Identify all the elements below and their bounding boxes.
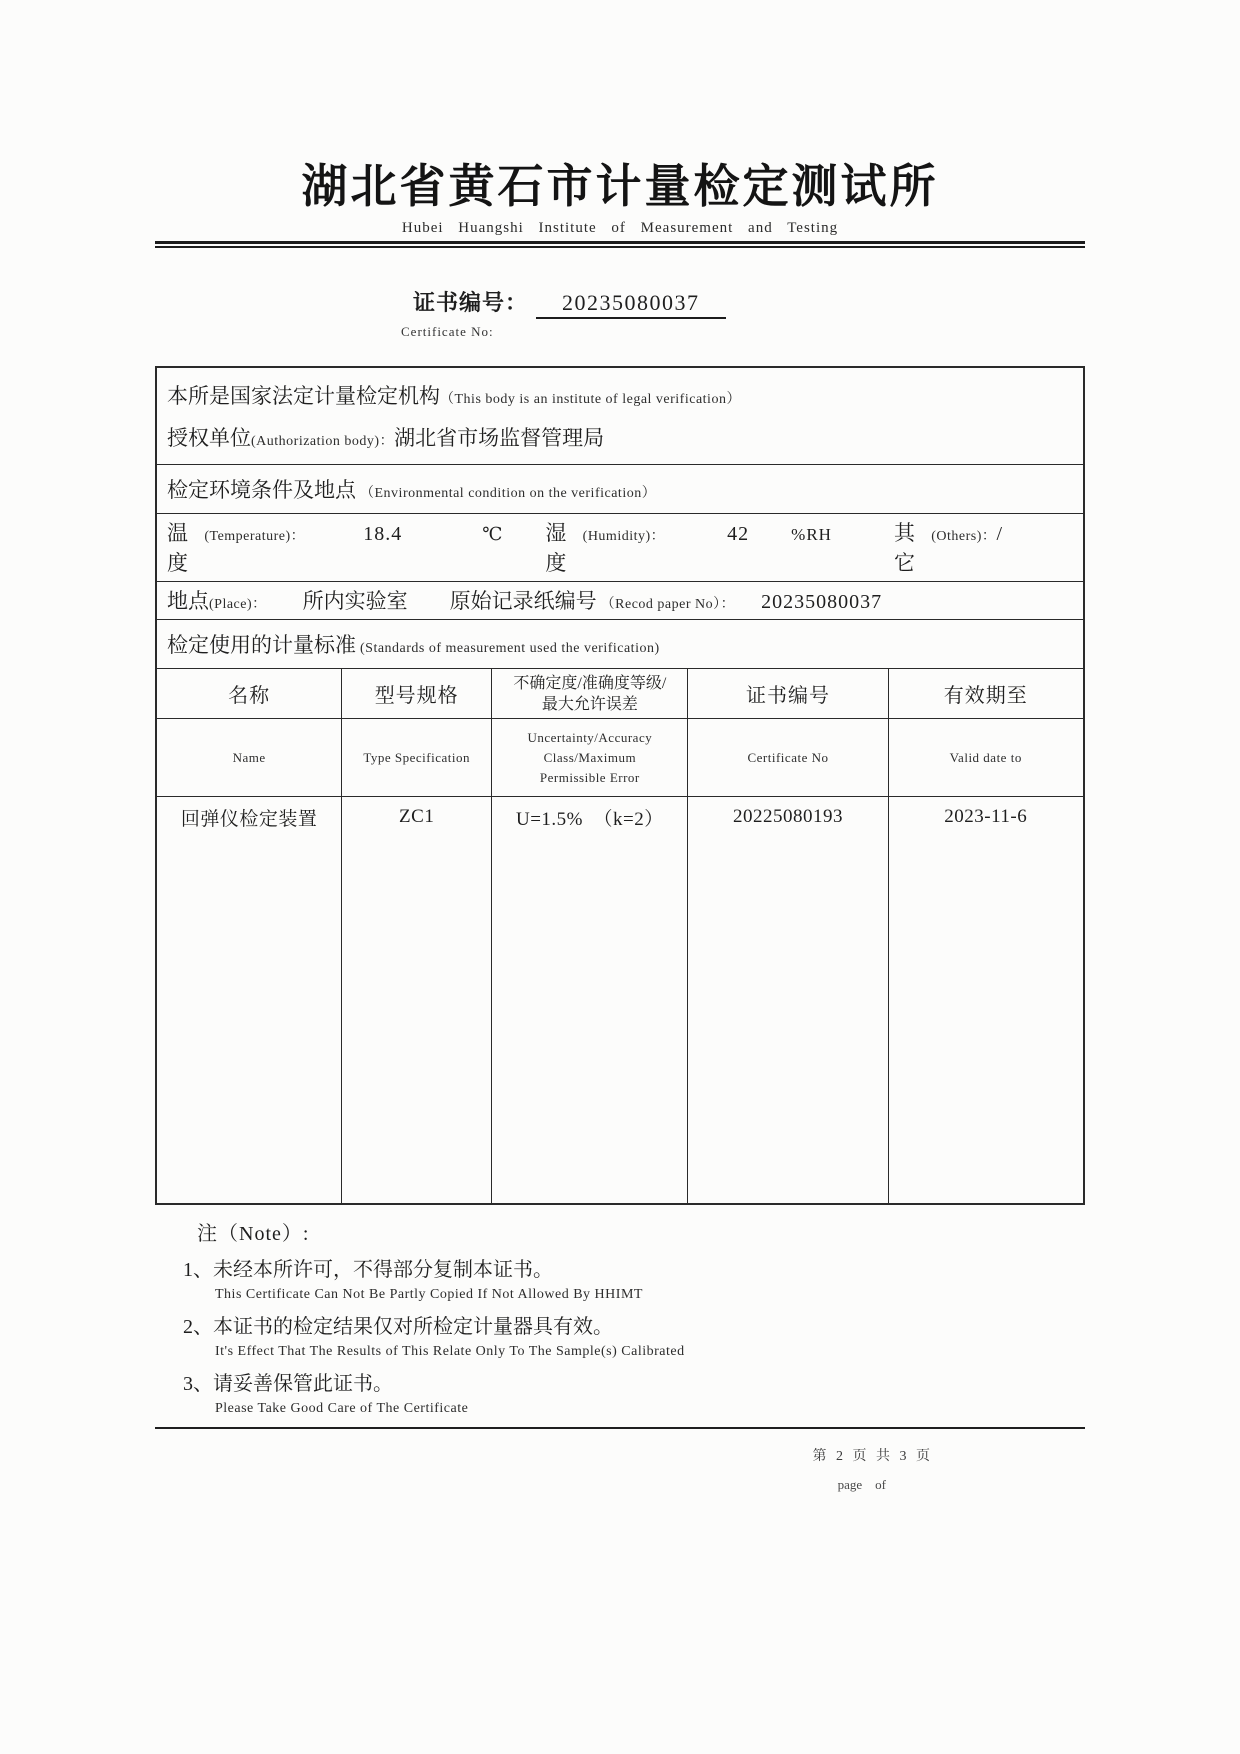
table-header-uncertainty-en-line3: Permissible Error [539, 769, 640, 785]
authorization-line [167, 416, 1073, 458]
note-2-cn: 2、本证书的检定结果仅对所检定计量器具有效。 [183, 1316, 613, 1338]
table-empty-col4 [688, 837, 888, 1203]
humidity-label-cn: 湿度 [545, 521, 567, 575]
table-header-name-en: Name [157, 719, 342, 797]
record-paper-label-en: （Recod paper No）： [600, 597, 736, 612]
info-box [155, 366, 1085, 1205]
table-header-uncertainty-en [492, 719, 688, 797]
table-header-uncertainty-cn [492, 669, 688, 719]
table-empty-col3 [492, 837, 688, 1203]
temperature-label-cn: 温度 [167, 521, 188, 575]
place-record-row [157, 582, 1083, 620]
environment-label-cn: 检定环境条件及地点 [167, 478, 356, 502]
place-label-en: (Place)： [209, 597, 267, 612]
authorization-label-en: (Authorization body)： [251, 434, 395, 449]
temperature-humidity-row [157, 514, 1083, 582]
table-cell-certno: 20225080193 [688, 797, 888, 837]
certificate-number-row [155, 286, 1085, 319]
temperature-value: 18.4 [363, 523, 403, 545]
standards-caption-row [157, 620, 1083, 669]
table-header-certno-en: Certificate No [688, 719, 888, 797]
page-footer [155, 1445, 1085, 1493]
note-1-en: This Certificate Can Not Be Partly Copied If Not Allowed By HHIMT [215, 1287, 643, 1302]
record-paper-value: 20235080037 [761, 591, 883, 613]
table-header-name-cn: 名称 [157, 669, 342, 719]
place-label-cn: 地点 [167, 589, 209, 613]
standards-table [157, 669, 1083, 1203]
table-header-type-en: Type Specification [342, 719, 492, 797]
table-empty-col2 [342, 837, 492, 1203]
others-label-en: (Others)： [931, 529, 997, 544]
institute-authorization-row [157, 368, 1083, 465]
institute-line [167, 374, 1073, 416]
environment-row [157, 465, 1083, 514]
note-3-cn: 3、请妥善保管此证书。 [183, 1373, 393, 1395]
table-cell-validdate: 2023-11-6 [944, 806, 1028, 827]
table-header-uncertainty-cn-line1: 不确定度/准确度等级/ [513, 674, 667, 692]
humidity-label-en: (Humidity)： [582, 529, 666, 544]
standards-caption-cn: 检定使用的计量标准 [167, 633, 356, 657]
note-3-en: Please Take Good Care of The Certificate [215, 1401, 469, 1416]
table-header-validdate-cn: 有效期至 [889, 669, 1083, 719]
institute-statement-cn: 本所是国家法定计量检定机构 [167, 384, 440, 408]
others-value: / [996, 523, 1003, 545]
notes-section [155, 1217, 1085, 1417]
table-header-uncertainty-en-line2: Class/Maximum [543, 749, 637, 765]
page-number-en: page of [837, 1477, 886, 1492]
record-paper-label-cn: 原始记录纸编号 [449, 589, 597, 613]
table-empty-col1 [157, 837, 342, 1203]
standards-caption-en: (Standards of measurement used the verification) [360, 641, 660, 656]
table-header-type-cn: 型号规格 [342, 669, 492, 719]
header-double-rule [155, 241, 1085, 248]
humidity-unit: %RH [791, 525, 832, 544]
place-value: 所内实验室 [302, 589, 408, 613]
humidity-value: 42 [727, 523, 750, 545]
document-content [155, 0, 1085, 1493]
others-label-cn: 其它 [893, 521, 915, 575]
authorization-value: 湖北省市场监督管理局 [394, 426, 605, 450]
table-cell-name: 回弹仪检定装置 [157, 797, 342, 837]
table-cell-uncertainty: U=1.5% （k=2） [492, 797, 688, 837]
table-empty-col5 [889, 837, 1083, 1203]
note-2-en: It's Effect That The Results of This Relate Only To The Sample(s) Calibrated [215, 1344, 685, 1359]
temperature-unit: ℃ [482, 524, 504, 544]
institute-statement-en: （This body is an institute of legal verification） [440, 392, 741, 407]
institute-title-cn: 湖北省黄石市计量检定测试所 [301, 161, 939, 212]
notes-title: 注（Note）: [197, 1223, 310, 1245]
bottom-rule [155, 1427, 1085, 1429]
table-header-certno-cn: 证书编号 [688, 669, 888, 719]
note-1-cn: 1、未经本所许可，不得部分复制本证书。 [183, 1259, 553, 1281]
temperature-label-en: (Temperature)： [204, 529, 306, 544]
authorization-label-cn: 授权单位 [167, 426, 251, 450]
certificate-number-value: 20235080037 [536, 290, 726, 319]
institute-title-en: Hubei Huangshi Institute of Measurement and Testing [401, 220, 839, 236]
certificate-number-label: 证书编号： [413, 290, 529, 315]
table-header-uncertainty-en-line1: Uncertainty/Accuracy [527, 729, 653, 745]
table-header-validdate-en: Valid date to [889, 719, 1083, 797]
table-cell-type: ZC1 [342, 797, 492, 837]
page-number-cn: 第 2 页 共 3 页 [812, 1449, 933, 1464]
certificate-number-label-en: Certificate No: [401, 324, 494, 339]
table-header-uncertainty-cn-line2: 最大允许误差 [541, 695, 638, 713]
environment-label-en: （Environmental condition on the verification） [360, 486, 657, 501]
